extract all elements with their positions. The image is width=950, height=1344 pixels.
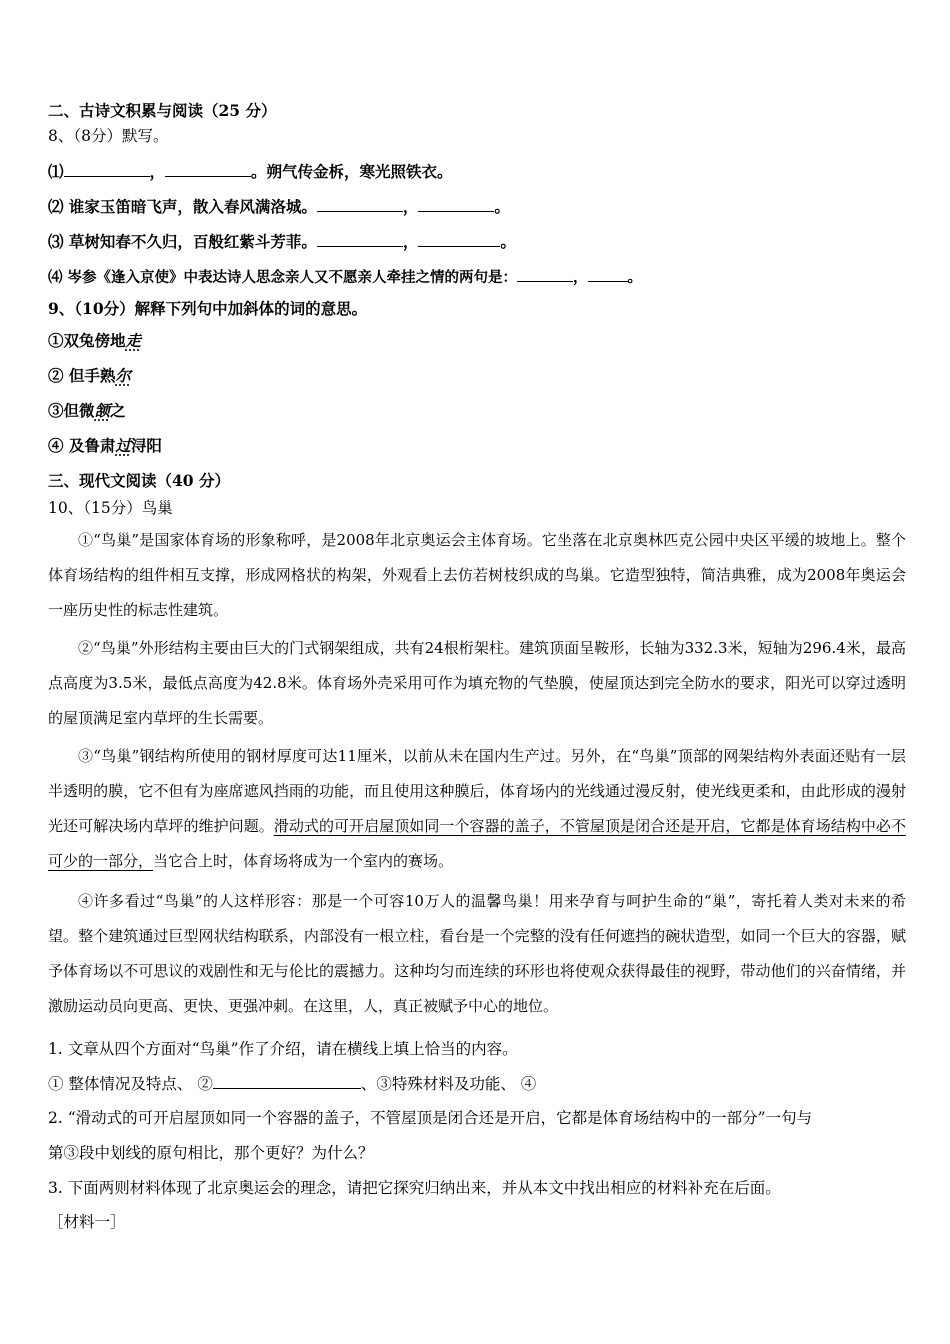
- question-10-3: 3. 下面两则材料体现了北京奥运会的理念，请把它探究归纳出来，并从本文中找出相应的材料补充在后面。: [48, 1179, 781, 1197]
- q8-item-4: ⑷ 岑参《逢入京使》中表达诗人思念亲人又不愿亲人牵挂之情的两句是： ， 。: [48, 265, 642, 289]
- question-10-title: 10、（15分）鸟巢: [48, 499, 173, 517]
- q8-item-2: ⑵ 谁家玉笛暗飞声，散入春风满洛城。 ， 。: [48, 197, 510, 216]
- answer-blank[interactable]: [588, 265, 628, 282]
- q8-title-text: 8、（8分）默写。: [48, 127, 169, 145]
- q9-item-3: ③但微颔之: [48, 401, 126, 420]
- answer-blank[interactable]: [418, 230, 500, 247]
- material-one-label: ［材料一］: [48, 1213, 126, 1231]
- section-heading-poetry: 二、古诗文积累与阅读（25 分）: [48, 101, 277, 120]
- question-10-2-line1: 2. “滑动式的可开启屋顶如同一个容器的盖子，不管屋顶是闭合还是开启，它都是体育场结构中的一部分”一句与: [48, 1109, 813, 1127]
- q9-item-4: ④ 及鲁肃过浔阳: [48, 436, 162, 455]
- question-10-2-line2: 第③段中划线的原句相比，那个更好？为什么？: [48, 1144, 374, 1162]
- answer-blank[interactable]: [418, 195, 494, 212]
- passage-paragraph-2: ②“鸟巢”外形结构主要由巨大的门式钢架组成，共有24根桁架柱。建筑顶面呈鞍形，长轴为332.3米，短轴为296.4米，最高点高度为3.5米，最低点高度为42.8米。体育场外壳采用可作为填充物的气垫膜，使屋顶达到完全防水的要求，阳光可以穿过透明的屋顶满足室内草坪的生长需要。: [48, 639, 906, 727]
- question-9-title: 9、（10分）解释下列句中加斜体的词的意思。: [48, 299, 368, 318]
- passage-paragraph-4: ④许多看过“鸟巢”的人这样形容：那是一个可容10万人的温馨鸟巢！用来孕育与呵护生命的“巢”，寄托着人类对未来的希望。整个建筑通过巨型网状结构联系，内部没有一根立柱，看台是一个完整的没有任何遮挡的碗状造型，如同一个巨大的容器，赋予体育场以不可思议的戏剧性和无与伦比的震撼力。这种均匀而连续的环形也将使观众获得最佳的视野，带动他们的兴奋情绪，并激励运动员向更高、更快、更强冲刺。在这里，人，真正被赋予中心的地位。: [48, 892, 906, 1015]
- answer-blank[interactable]: [64, 160, 150, 177]
- q8-item-1: ⑴ ， 。朔气传金柝，寒光照铁衣。: [48, 162, 453, 181]
- passage-paragraph-1: ①“鸟巢”是国家体育场的形象称呼，是2008年北京奥运会主体育场。它坐落在北京奥林匹克公园中央区平缓的坡地上。整个体育场结构的组件相互支撑，形成网格状的构架，外观看上去仿若树枝织成的鸟巢。它造型独特，简洁典雅，成为2008年奥运会一座历史性的标志性建筑。: [48, 531, 906, 619]
- answer-blank[interactable]: [517, 265, 573, 282]
- q9-item-1: ①双兔傍地走: [48, 331, 142, 350]
- answer-blank[interactable]: [165, 160, 251, 177]
- italic-word: 颔: [94, 401, 111, 420]
- answer-blank[interactable]: [213, 1072, 361, 1089]
- italic-word: 尔: [115, 366, 131, 385]
- question-10-1-fill: ① 整体情况及特点、 ② 、③特殊材料及功能、 ④: [48, 1072, 536, 1095]
- italic-word: 过: [115, 436, 131, 455]
- underlined-sentence: 滑动式的可开启屋顶如同一个容器的盖子，不管屋顶是闭合还是开启，它都是体育场结构中必不可少的一部分，: [48, 817, 906, 870]
- q9-item-2: ② 但手熟尔: [48, 366, 131, 385]
- question-10-1: 1. 文章从四个方面对“鸟巢”作了介绍，请在横线上填上恰当的内容。: [48, 1040, 518, 1058]
- answer-blank[interactable]: [317, 230, 403, 247]
- italic-word: 走: [125, 331, 142, 350]
- answer-blank[interactable]: [317, 195, 403, 212]
- q8-item-3: ⑶ 草树知春不久归，百般红紫斗芳菲。 ， 。: [48, 232, 516, 251]
- section-heading-modern: 三、现代文阅读（40 分）: [48, 471, 230, 490]
- question-8-title: [48, 125, 168, 147]
- passage-paragraph-3: ③“鸟巢”钢结构所使用的钢材厚度可达11厘米，以前从未在国内生产过。另外，在“鸟巢”顶部的网架结构外表面还贴有一层半透明的膜，它不但有为座席遮风挡雨的功能，而且使用这种膜后，体育场内的光线通过漫反射，使光线更柔和，由此形成的漫射光还可解决场内草坪的维护问题。滑动式的可开启屋顶如同一个容器的盖子，不管屋顶是闭合还是开启，它都是体育场结构中必不可少的一部分，当它合上时，体育场将成为一个室内的赛场。: [48, 747, 906, 870]
